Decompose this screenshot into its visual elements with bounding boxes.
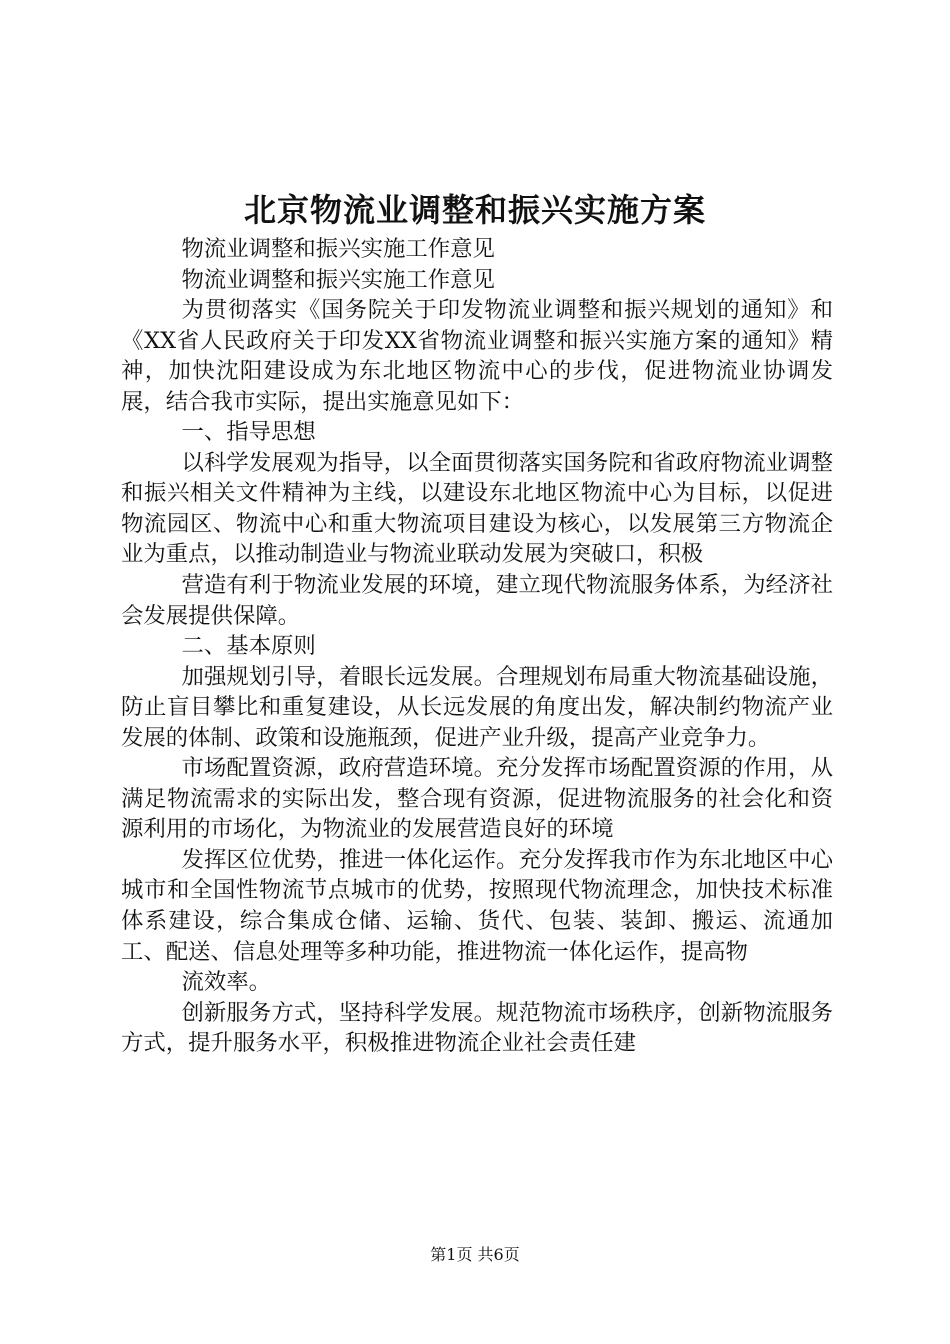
paragraph: 为贯彻落实《国务院关于印发物流业调整和振兴规划的通知》和《XX省人民政府关于印发XX省物流业调整和振兴实施方案的通知》精神，加快沈阳建设成为东北地区物流中心的步伐，促进物流业协调发展，结合我市实际，提出实施意见如下： — [121, 297, 833, 415]
paragraph: 物流业调整和振兴实施工作意见 — [181, 236, 495, 262]
paragraph: 以科学发展观为指导，以全面贯彻落实国务院和省政府物流业调整和振兴相关文件精神为主线，以建设东北地区物流中心为目标，以促进物流园区、物流中心和重大物流项目建设为核心，以发展第三方物流企业为重点，以推动制造业与物流业联动发展为突破口，积极 — [121, 449, 833, 568]
paragraph: 加强规划引导，着眼长远发展。合理规划布局重大物流基础设施，防止盲目攀比和重复建设，从长远发展的角度出发，解决制约物流产业发展的体制、政策和设施瓶颈，促进产业升级，提高产业竞争力。 — [121, 663, 833, 751]
paragraph: 发挥区位优势，推进一体化运作。充分发挥我市作为东北地区中心城市和全国性物流节点城市的优势，按照现代物流理念，加快技术标准体系建设，综合集成仓储、运输、货代、包装、装卸、搬运、流通加工、配送、信息处理等多种功能，推进物流一体化运作，提高物 — [121, 846, 833, 965]
paragraph: 创新服务方式，坚持科学发展。规范物流市场秩序，创新物流服务方式，提升服务水平，积极推进物流企业社会责任建 — [121, 999, 833, 1057]
paragraph: 营造有利于物流业发展的环境，建立现代物流服务体系，为经济社会发展提供保障。 — [121, 572, 833, 629]
paragraph: 物流业调整和振兴实施工作意见 — [181, 266, 495, 293]
section-heading: 二、基本原则 — [181, 633, 316, 660]
section-heading: 一、指导思想 — [181, 419, 316, 446]
paragraph: 市场配置资源，政府营造环境。充分发挥市场配置资源的作用，从满足物流需求的实际出发，整合现有资源，促进物流服务的社会化和资源利用的市场化，为物流业的发展营造良好的环境 — [121, 755, 833, 843]
page-number-footer: 第1页 共6页 — [430, 1245, 520, 1264]
document-body — [121, 234, 833, 1059]
document-title: 北京物流业调整和振兴实施方案 — [243, 191, 706, 229]
paragraph: 流效率。 — [181, 969, 272, 996]
